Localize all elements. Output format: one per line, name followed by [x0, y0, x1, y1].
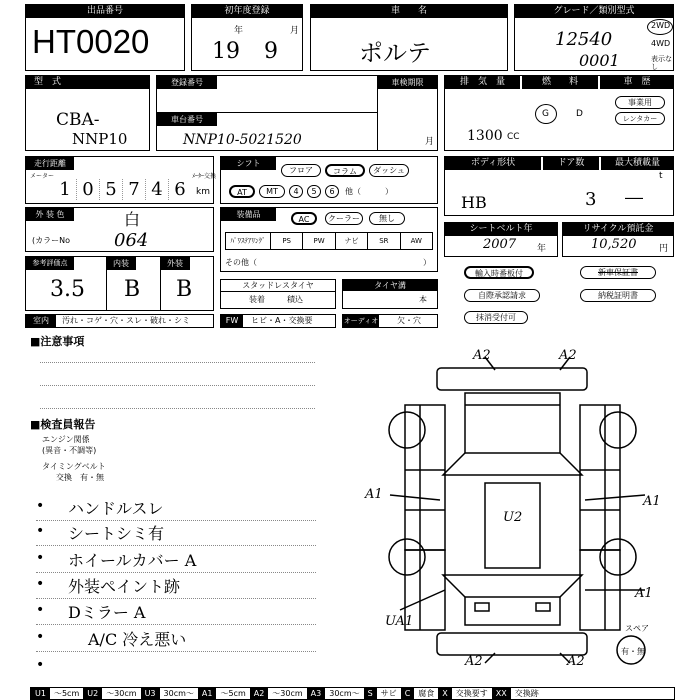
legend-code: U1 — [31, 688, 50, 699]
interior-score-label: 内装 — [106, 257, 136, 270]
notes-line — [40, 408, 315, 409]
mileage-digit: 4 — [146, 179, 169, 200]
grade-value: 12540 — [555, 29, 613, 50]
shift-at: AT — [229, 185, 255, 198]
doc-new-warranty: 新車保証書 — [580, 266, 656, 279]
equipment-pw: PW — [303, 233, 335, 249]
equipment-none: 無し — [369, 212, 405, 225]
recycle-value: 10,520 — [591, 237, 637, 252]
mileage-digit: 7 — [123, 179, 146, 200]
legend-code: C — [401, 688, 415, 699]
registration-box — [156, 75, 438, 151]
equipment-other-close: ） — [423, 258, 431, 267]
legend-text: 30cm～ — [329, 689, 360, 698]
mark-left-rear: UA1 — [385, 614, 414, 629]
exterior-score-value: B — [176, 277, 193, 302]
seatbelt-unit: 年 — [537, 244, 547, 254]
grade-box — [514, 4, 674, 71]
capacity-value: ― — [625, 187, 643, 208]
model-box — [25, 75, 150, 151]
drive-none: 表示なし — [651, 55, 672, 71]
first-registration-month: 9 — [264, 39, 278, 64]
legend-text: 腐食 — [418, 689, 435, 698]
mark-rear-right: A2 — [567, 654, 585, 669]
mileage-digit: 6 — [174, 179, 186, 200]
history-label: 車 歴 — [600, 76, 674, 89]
doc-erase-cert: 抹消受付可 — [464, 311, 528, 324]
mileage-digit: 0 — [77, 179, 100, 200]
remark-item: • Dミラー A — [36, 600, 316, 626]
shift-gear-4: 4 — [289, 185, 303, 198]
first-registration-year: 19 — [212, 39, 240, 64]
equipment-aw: AW — [410, 237, 422, 245]
remark-item: • A/C 冷え悪い — [36, 627, 316, 653]
doc-self-cert: 自際承認請求 — [464, 289, 540, 302]
shift-column: コラム — [325, 164, 365, 177]
legend-code: A3 — [307, 688, 326, 699]
audio-row — [342, 314, 438, 328]
remark-item: • ホイールカバー A — [36, 548, 316, 574]
doors-value: 3 — [585, 189, 597, 210]
exterior-score-label: 外装 — [160, 257, 190, 270]
legend-code: S — [364, 688, 377, 699]
mark-right-rear: A1 — [635, 586, 653, 601]
color-label: 外 装 色 — [26, 208, 74, 221]
mark-rear-left: A2 — [465, 654, 483, 669]
shift-mt: MT — [259, 185, 285, 198]
legend-text: ～5cm — [220, 689, 246, 698]
car-name-value: ポルテ — [359, 39, 431, 67]
inspector-title: ■検査員報告 — [30, 418, 96, 431]
shift-label: シフト — [221, 157, 276, 170]
seatbelt-value: 2007 — [483, 237, 517, 252]
equipment-cooler: クーラー — [325, 212, 363, 225]
displacement-unit: CC — [507, 132, 520, 142]
spare-label: スペア — [625, 624, 649, 633]
drive-4wd: 4WD — [651, 39, 671, 48]
engine-label: エンジン関係 — [42, 435, 90, 444]
studless-equipped: 装着 — [249, 295, 265, 304]
body-box — [444, 156, 674, 216]
shift-gear-5: 5 — [307, 185, 321, 198]
lot-number-label: 出品番号 — [26, 5, 184, 18]
mark-front-left: A2 — [473, 348, 491, 363]
notes-title: ■注意事項 — [30, 335, 85, 348]
model-line1: CBA- — [56, 110, 100, 130]
overall-score-value: 3.5 — [50, 277, 85, 302]
legend-code: XX — [492, 688, 511, 699]
engine-sub: (異音・不調等) — [42, 446, 97, 455]
chassis-label: 車台番号 — [157, 113, 217, 126]
timing-belt-sub: 交換 有・無 — [56, 473, 104, 482]
inspection-month-unit: 月 — [425, 137, 435, 147]
color-code-value: 064 — [114, 230, 149, 251]
legend-code: A2 — [250, 688, 269, 699]
mark-front-right: A2 — [559, 348, 577, 363]
spare-value: 有・無 — [621, 647, 645, 656]
shift-box — [220, 156, 438, 204]
audio-label: オーディオ — [343, 317, 379, 325]
scores-box — [25, 256, 214, 311]
meter-label: メーター — [30, 173, 55, 180]
lot-number-box — [25, 4, 185, 71]
mark-right-side: A1 — [643, 494, 661, 509]
notes-line — [40, 362, 315, 363]
equipment-label: 装備品 — [221, 208, 276, 221]
displacement-label: 排 気 量 — [445, 76, 520, 89]
chassis-number: NNP10-5021520 — [183, 132, 302, 148]
equipment-sr: SR — [368, 233, 400, 249]
history-business: 事業用 — [615, 96, 665, 109]
meter-change-label: ﾒｰﾀｰ交換 — [192, 173, 217, 180]
mileage-label: 走行距離 — [26, 157, 74, 170]
legend-code: U3 — [141, 688, 160, 699]
tire-depth-box — [342, 279, 438, 309]
remark-text: 外装ペイント跡 — [68, 577, 181, 596]
capacity-unit: t — [659, 171, 663, 181]
inspection-label: 車検期限 — [377, 76, 438, 89]
fuel-label: 燃 料 — [522, 76, 598, 89]
displacement-value: 1300 — [467, 128, 503, 144]
remark-text: ホイールカバー A — [68, 551, 197, 570]
recycle-box — [562, 222, 674, 257]
remark-item: • ハンドルスレ — [36, 496, 316, 522]
studless-label: スタッドレスタイヤ — [221, 280, 335, 292]
seatbelt-box — [444, 222, 558, 257]
doc-import-plate: 輸入時番板付 — [464, 266, 534, 279]
grade-sub-value: 0001 — [579, 51, 620, 70]
model-label: 型 式 — [26, 76, 149, 89]
equipment-grid — [225, 232, 433, 250]
shift-gear-6: 6 — [325, 185, 339, 198]
fuel-g: G — [542, 109, 549, 119]
remark-text: Dミラー A — [68, 603, 146, 622]
equipment-ps: PS — [271, 233, 303, 249]
registration-label: 登録番号 — [157, 76, 217, 89]
shift-other: 他（ ） — [345, 187, 393, 196]
mileage-digit: 1 — [54, 179, 77, 200]
body-type-value: HB — [461, 193, 487, 212]
drive-2wd: 2WD — [651, 21, 671, 30]
mark-left-side: A1 — [365, 487, 383, 502]
model-line2: NNP10 — [72, 130, 128, 148]
mark-roof: U2 — [503, 510, 523, 525]
color-code-label: (カラーNo — [32, 236, 70, 245]
equipment-ac: AC — [291, 212, 317, 225]
car-name-box — [310, 4, 508, 71]
audio-items: 欠・穴 — [397, 316, 421, 325]
color-value: 白 — [124, 210, 141, 229]
damage-legend — [30, 687, 675, 700]
legend-text: ～30cm — [106, 689, 137, 698]
month-unit: 月 — [290, 26, 300, 36]
body-type-label: ボディ形状 — [445, 157, 541, 170]
lot-number-value: HT0020 — [32, 23, 150, 60]
legend-text: ～5cm — [53, 689, 80, 698]
interior-row — [25, 314, 214, 328]
shift-dash: ダッシュ — [369, 164, 409, 177]
interior-score-value: B — [124, 277, 141, 302]
remark-item: • シートシミ有 — [36, 521, 316, 547]
remark-item: • — [36, 657, 45, 673]
car-name-label: 車 名 — [311, 5, 507, 18]
year-unit: 年 — [234, 26, 244, 36]
fuel-d: D — [576, 109, 583, 119]
equipment-other-label: その他（ — [225, 258, 257, 267]
mileage-unit: km — [196, 187, 210, 197]
timing-belt-label: タイミングベルト — [42, 462, 106, 471]
recycle-label: リサイクル預託金 — [563, 223, 673, 236]
engine-fuel-box — [444, 75, 674, 151]
legend-text: ～30cm — [272, 689, 303, 698]
overall-score-label: 参考評価点 — [26, 257, 74, 270]
first-registration-label: 初年度登録 — [192, 5, 302, 18]
grade-label: グレード／類別型式 — [515, 5, 673, 18]
legend-text: サビ — [380, 689, 397, 698]
capacity-label: 最大積載量 — [601, 157, 674, 170]
mileage-digit: 5 — [100, 179, 123, 200]
mileage-digits — [54, 179, 191, 200]
fw-label: FW — [221, 315, 243, 327]
notes-line — [40, 385, 315, 386]
remark-item: • 外装ペイント跡 — [36, 574, 316, 600]
fw-items: ヒビ・A・交換要 — [251, 316, 313, 325]
history-rental: レンタカー — [615, 112, 665, 125]
legend-code: U2 — [83, 688, 102, 699]
fw-row — [220, 314, 336, 328]
remark-text: ハンドルスレ — [68, 499, 164, 518]
doc-tax-cert: 納税証明書 — [580, 289, 656, 302]
mileage-box — [25, 156, 217, 204]
equipment-navi: ナビ — [336, 233, 368, 249]
shift-floor: フロア — [281, 164, 321, 177]
first-registration-box — [191, 4, 303, 71]
legend-text: 交換要す — [455, 689, 488, 698]
remark-text: シートシミ有 — [68, 524, 165, 543]
interior-row-label: 室内 — [26, 315, 56, 327]
tire-depth-value: 本 — [419, 295, 427, 304]
car-damage-diagram — [345, 335, 675, 680]
legend-code: A1 — [198, 688, 217, 699]
equipment-ps-wheel: ﾊﾟﾜｽﾃｱﾘﾝｸﾞ — [226, 233, 271, 249]
legend-text: 30cm～ — [163, 689, 194, 698]
recycle-unit: 円 — [659, 244, 669, 254]
color-box — [25, 207, 214, 252]
equipment-box — [220, 207, 438, 272]
seatbelt-label: シートベルト年 — [445, 223, 557, 236]
legend-code: X — [438, 688, 451, 699]
studless-box — [220, 279, 336, 309]
studless-loaded: 積込 — [287, 295, 303, 304]
remark-text: A/C 冷え悪い — [88, 630, 187, 649]
doors-label: ドア数 — [543, 157, 599, 170]
legend-text: 交換跡 — [514, 689, 539, 698]
tire-depth-label: タイヤ溝 — [343, 280, 437, 291]
interior-row-items: 汚れ・コゲ・穴・スレ・破れ・シミ — [62, 316, 190, 325]
